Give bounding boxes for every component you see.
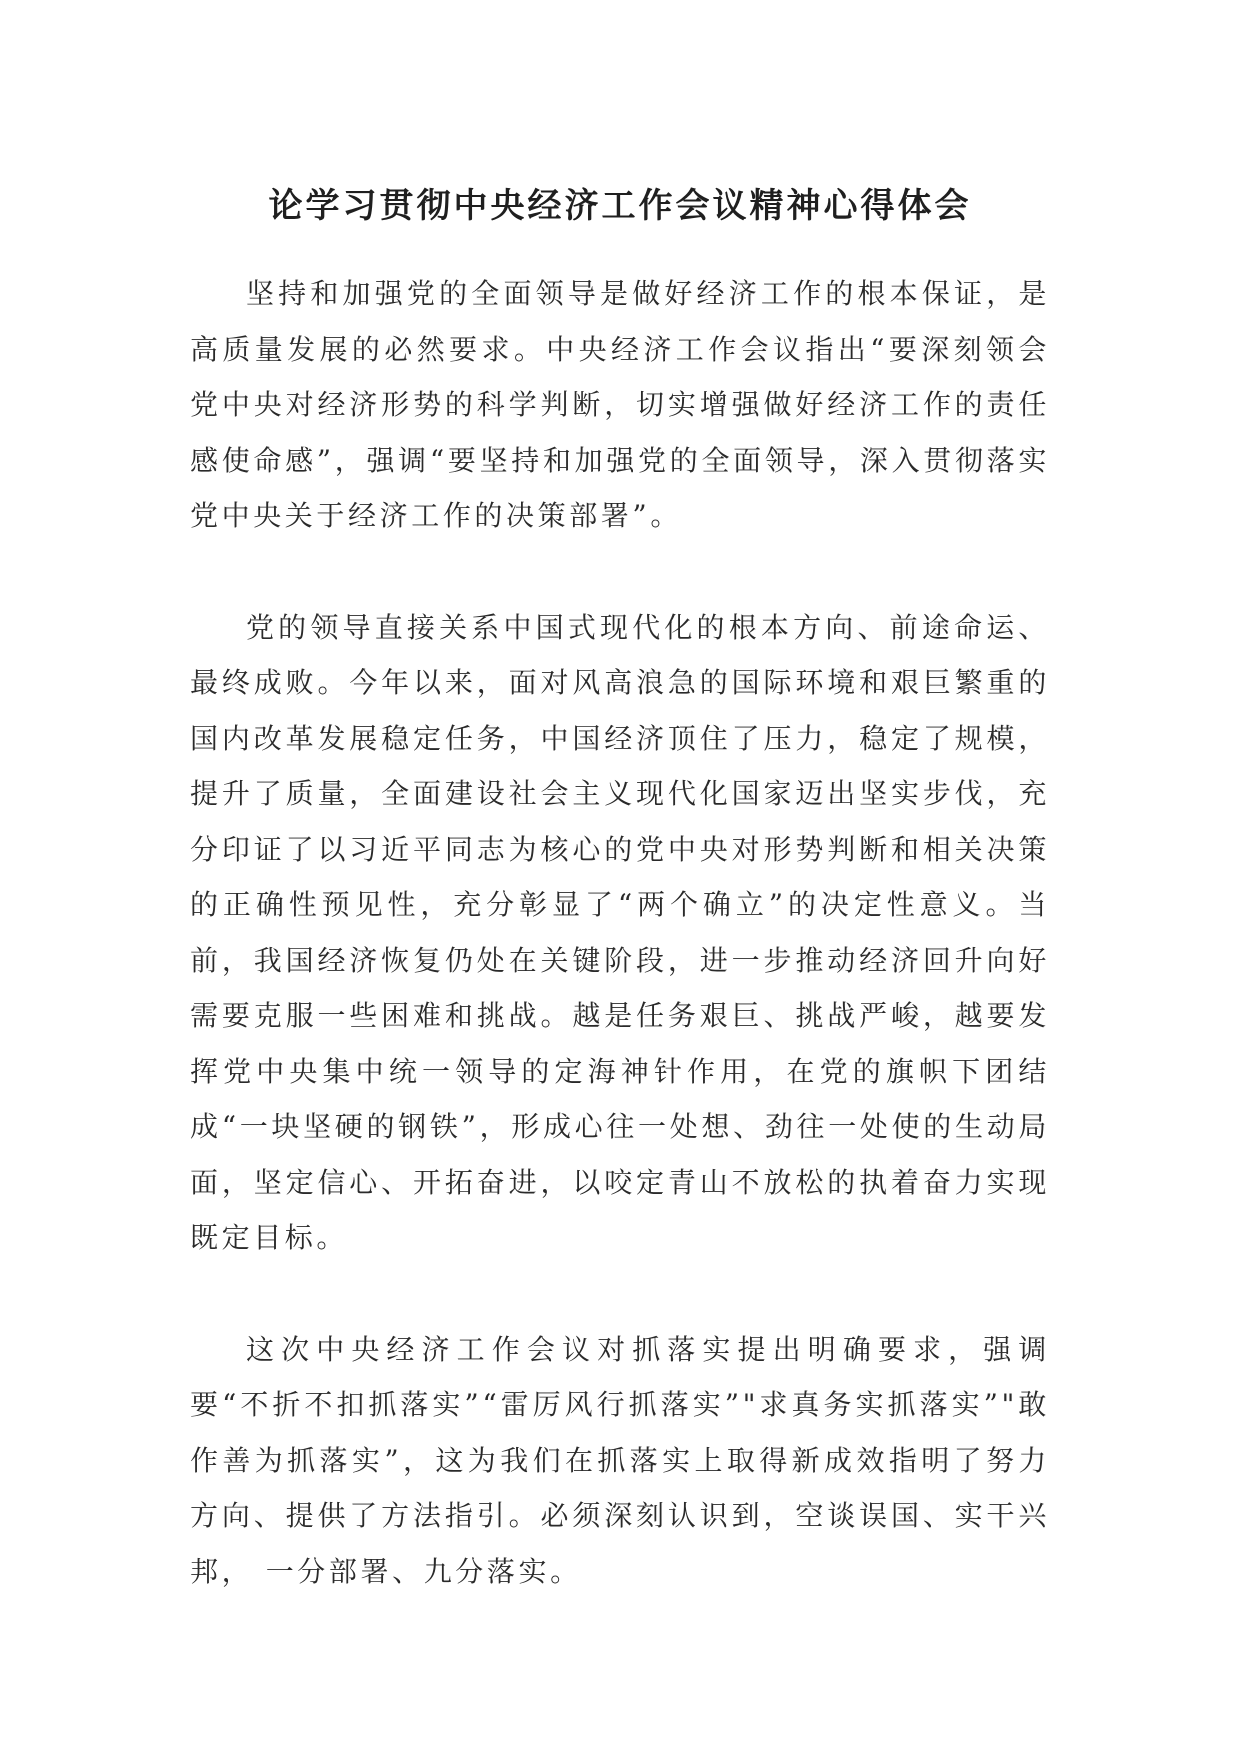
document-title: 论学习贯彻中央经济工作会议精神心得体会 <box>268 186 972 226</box>
paragraph-3: 这次中央经济工作会议对抓落实提出明确要求，强调要“不折不扣抓落实”“雷厉风行抓落实”"求真务实抓落实”"敢作善为抓落实”，这为我们在抓落实上取得新成效指明了努力方向、提供了方法指引。必须深刻认识到，空谈误国、实干兴邦， 一分部署、九分落实。 <box>190 1332 1050 1588</box>
paragraph-2: 党的领导直接关系中国式现代化的根本方向、前途命运、最终成败。今年以来，面对风高浪急的国际环境和艰巨繁重的国内改革发展稳定任务，中国经济顶住了压力，稳定了规模，提升了质量，全面建设社会主义现代化国家迈出坚实步伐，充分印证了以习近平同志为核心的党中央对形势判断和相关决策的正确性预见性，充分彰显了“两个确立”的决定性意义。当前，我国经济恢复仍处在关键阶段，进一步推动经济回升向好需要克服一些困难和挑战。越是任务艰巨、挑战严峻，越要发挥党中央集中统一领导的定海神针作用，在党的旗帜下团结成“一块坚硬的钢铁”，形成心往一处想、劲往一处使的生动局面，坚定信心、开拓奋进，以咬定青山不放松的执着奋力实现既定目标。 <box>190 610 1050 1254</box>
document-body <box>190 266 1050 1599</box>
paragraph-1: 坚持和加强党的全面领导是做好经济工作的根本保证，是高质量发展的必然要求。中央经济工作会议指出“要深刻领会党中央对经济形势的科学判断，切实增强做好经济工作的责任感使命感”，强调“要坚持和加强党的全面领导，深入贯彻落实党中央关于经济工作的决策部署”。 <box>190 277 1050 532</box>
